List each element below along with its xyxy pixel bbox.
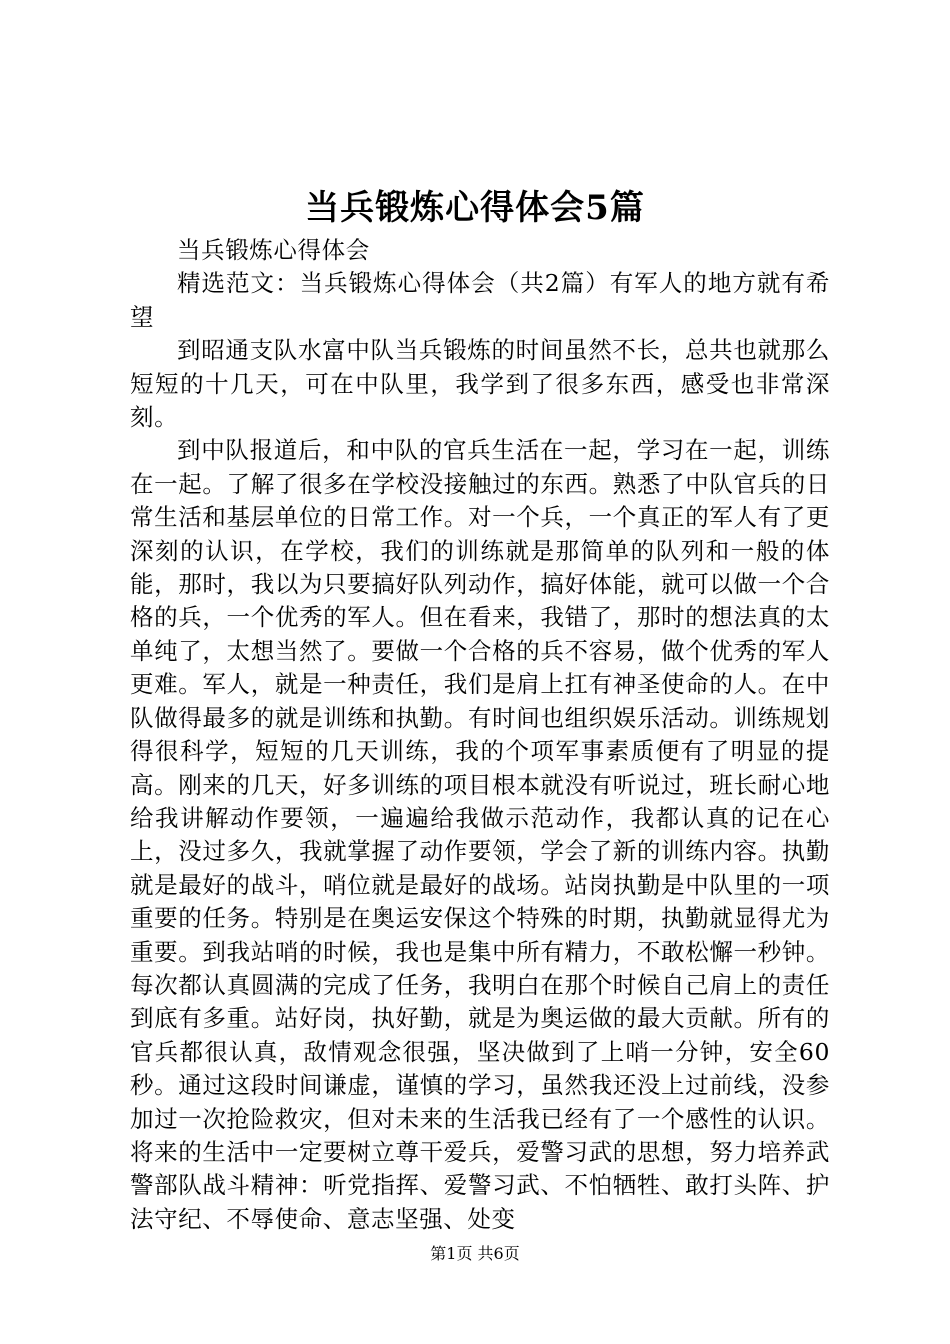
paragraph-intro: 精选范文：当兵锻炼心得体会（共2篇）有军人的地方就有希望: [130, 269, 830, 331]
document-body: [130, 234, 830, 1236]
paragraph-heading: 当兵锻炼心得体会: [177, 236, 370, 264]
paragraph-first: 到昭通支队水富中队当兵锻炼的时间虽然不长，总共也就那么短短的十几天，可在中队里，我学到了很多东西，感受也非常深刻。: [130, 336, 830, 432]
page-footer: 第1页 共6页: [430, 1244, 520, 1263]
document-title: 当兵锻炼心得体会5篇: [305, 188, 645, 228]
paragraph-main: 到中队报道后，和中队的官兵生活在一起，学习在一起，训练在一起。了解了很多在学校没接触过的东西。熟悉了中队官兵的日常生活和基层单位的日常工作。对一个兵，一个真正的军人有了更深刻的认识，在学校，我们的训练就是那简单的队列和一般的体能，那时，我以为只要搞好队列动作，搞好体能，就可以做一个合格的兵，一个优秀的军人。但在看来，我错了，那时的想法真的太单纯了，太想当然了。要做一个合格的兵不容易，做个优秀的军人更难。军人，就是一种责任，我们是肩上扛有神圣使命的人。在中队做得最多的就是训练和执勤。有时间也组织娱乐活动。训练规划得很科学，短短的几天训练，我的个项军事素质便有了明显的提高。刚来的几天，好多训练的项目根本就没有听说过，班长耐心地给我讲解动作要领，一遍遍给我做示范动作，我都认真的记在心上，没过多久，我就掌握了动作要领，学会了新的训练内容。执勤就是最好的战斗，哨位就是最好的战场。站岗执勤是中队里的一项重要的任务。特别是在奥运安保这个特殊的时期，执勤就显得尤为重要。到我站哨的时候，我也是集中所有精力，不敢松懈一秒钟。每次都认真圆满的完成了任务，我明白在那个时候自己肩上的责任到底有多重。站好岗，执好勤，就是为奥运做的最大贡献。所有的官兵都很认真，敌情观念很强，坚决做到了上哨一分钟，安全60秒。通过这段时间谦虚，谨慎的学习，虽然我还没上过前线，没参加过一次抢险救灾，但对未来的生活我已经有了一个感性的认识。将来的生活中一定要树立尊干爱兵，爱警习武的思想，努力培养武警部队战斗精神：听党指挥、爱警习武、不怕牺牲、敢打头阵、护法守纪、不辱使命、意志坚强、处变: [130, 436, 830, 1233]
